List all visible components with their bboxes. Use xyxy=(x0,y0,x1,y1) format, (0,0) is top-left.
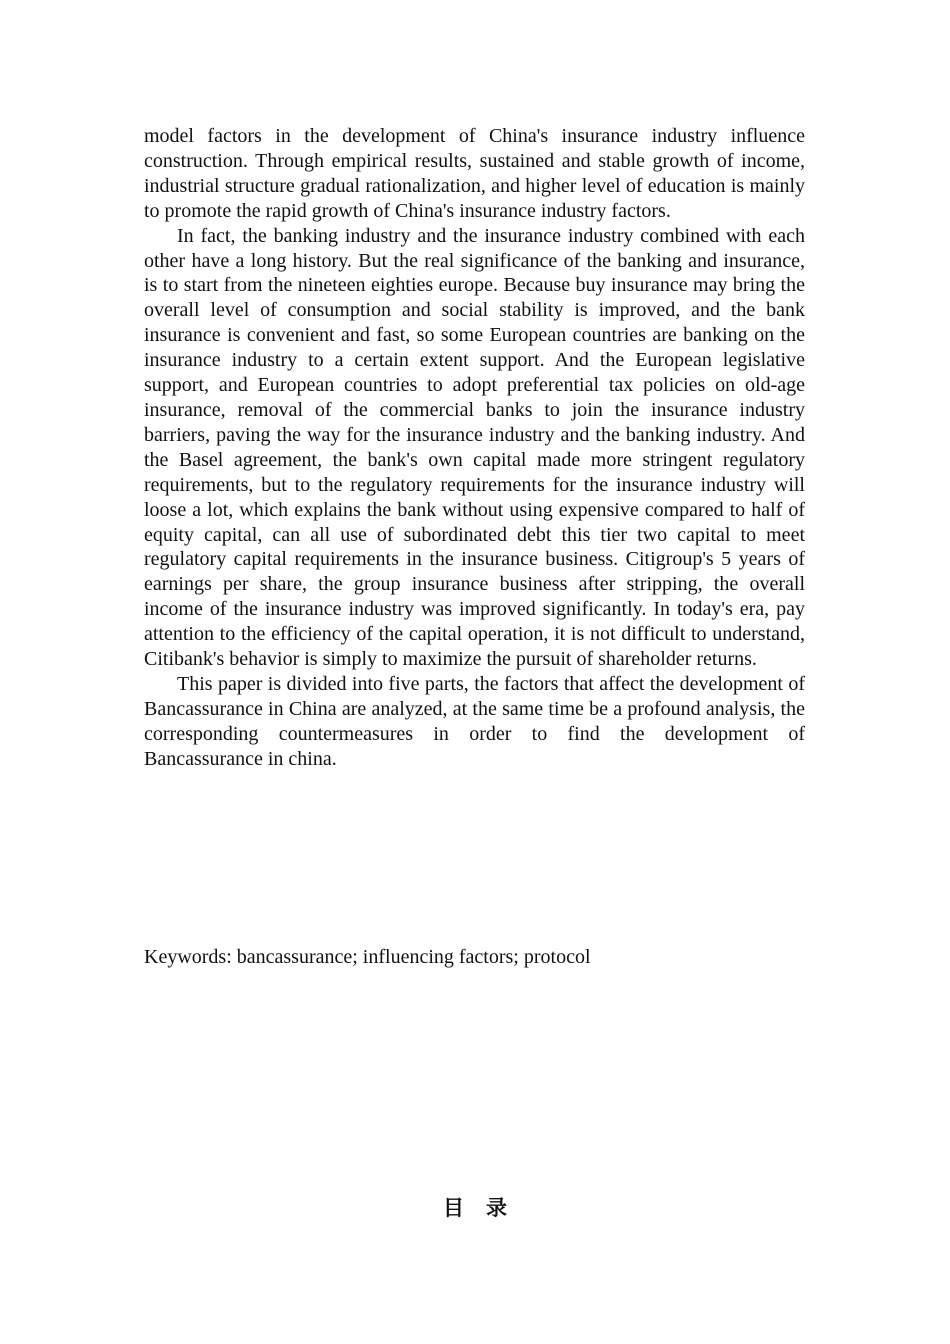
abstract-paragraph-history: In fact, the banking industry and the insurance industry combined with each other have a long history. But the real significance of the banking and insurance, is to start from the nineteen eighties europe. Because buy insurance may bring the overall level of consumption and social stability is improved, and the bank insurance is convenient and fast, so some European countries are banking on the insurance industry to a certain extent support. And the European legislative support, and European countries to adopt preferential tax policies on old-age insurance, removal of the commercial banks to join the insurance industry barriers, paving the way for the insurance industry and the banking industry. And the Basel agreement, the bank's own capital made more stringent regulatory requirements, but to the regulatory requirements for the insurance industry will loose a lot, which explains the bank without using expensive compared to half of equity capital, can all use of subordinated debt this tier two capital to meet regulatory capital requirements in the insurance business. Citigroup's 5 years of earnings per share, the group insurance business after stripping, the overall income of the insurance industry was improved significantly. In today's era, pay attention to the efficiency of the capital operation, it is not difficult to understand, Citibank's behavior is simply to maximize the pursuit of shareholder returns. xyxy=(144,224,805,671)
table-of-contents-heading: 目录 xyxy=(443,1196,529,1220)
abstract-paragraph-structure: This paper is divided into five parts, the factors that affect the development of Bancassurance in China are analyzed, at the same time be a profound analysis, the corresponding countermeasures in order to find the development of Bancassurance in china. xyxy=(144,672,805,770)
keywords-line: Keywords: bancassurance; influencing factors; protocol xyxy=(144,946,591,968)
abstract-body xyxy=(144,124,805,772)
abstract-paragraph-continued: model factors in the development of China's insurance industry influence construction. Through empirical results, sustained and stable growth of income, industrial structure gradual rationalization, and higher level of education is mainly to promote the rapid growth of China's insurance industry factors. xyxy=(144,125,805,222)
